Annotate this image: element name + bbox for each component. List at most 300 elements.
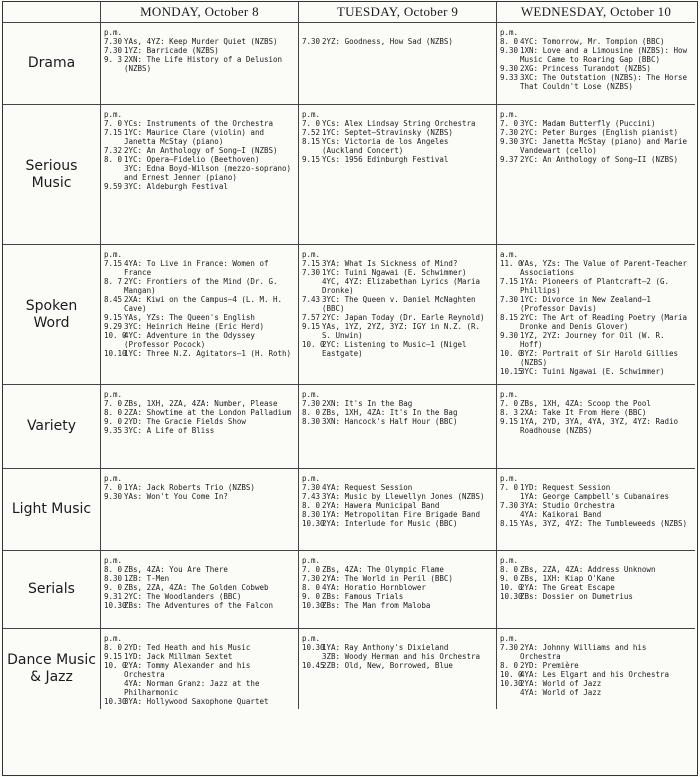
period-marker: p.m.	[302, 556, 321, 565]
programme-text: 1YA: George Campbell's Cubanaires	[520, 492, 670, 501]
programme-time: 8. 0	[104, 643, 123, 652]
programme-text: 4YC: Adventure in the Odyssey (Professor Pocock)	[124, 331, 255, 349]
programme-entry	[302, 501, 492, 510]
programme-text: 1YD: Jack Millman Sextet	[124, 652, 233, 661]
programme-time: 8. 0	[104, 155, 123, 164]
programme-time: 7.30	[104, 37, 123, 46]
programme-time: 7.43	[302, 492, 321, 501]
programme-time: 8. 0	[500, 661, 519, 670]
programme-text: 3YC: A Life of Bliss	[124, 426, 215, 435]
programme-time: 10.30	[104, 601, 127, 610]
programme-entry	[500, 313, 691, 331]
programme-text: 2YD: The Gracie Fields Show	[124, 417, 246, 426]
programme-entry	[302, 492, 492, 501]
programme-entry	[500, 331, 691, 349]
programme-cell	[497, 23, 695, 105]
programme-text: 1YZ: Barricade (NZBS)	[124, 46, 219, 55]
programme-text: 1YA: Metropolitan Fire Brigade Band	[322, 510, 481, 519]
programme-time: 7.15	[302, 259, 321, 268]
period-marker: p.m.	[104, 474, 123, 483]
programme-entry	[104, 259, 294, 277]
programme-text: 3XN: Hancock's Half Hour (BBC)	[322, 417, 458, 426]
programme-text: 1YC: Divorce in New Zealand—1 (Professor Davis)	[520, 295, 651, 313]
programme-text: YAs, 4YZ: Keep Murder Quiet (NZBS)	[124, 37, 278, 46]
programme-entry	[104, 322, 294, 331]
period-marker: p.m.	[302, 634, 321, 643]
programme-time: 7. 0	[500, 483, 519, 492]
programme-time: 7.30	[104, 46, 123, 55]
period-marker: p.m.	[104, 390, 123, 399]
programme-entry	[302, 583, 492, 592]
programme-text: 3YA: Studio Orchestra	[520, 501, 615, 510]
period-marker: p.m.	[500, 390, 519, 399]
programme-cell	[497, 105, 695, 245]
programme-text: 4YA: To Live in France: Women of France	[124, 259, 269, 277]
programme-cell	[101, 385, 299, 469]
programme-cell	[101, 551, 299, 629]
programme-entry	[302, 340, 492, 358]
programme-text: 3XC: The Outstation (NZBS): The Horse That Couldn't Lose (NZBS)	[520, 73, 688, 91]
programme-cell	[299, 385, 497, 469]
programme-text: ZBs, 1XH, 4ZA: It's In the Bag	[322, 408, 458, 417]
programme-text: 1YC: Septet—Stravinsky (NZBS)	[322, 128, 453, 137]
programme-time: 8.30	[302, 510, 321, 519]
programme-cell	[497, 629, 695, 709]
programme-text: ZBs, 1XH, 4ZA: Scoop the Pool	[520, 399, 651, 408]
programme-text: 2YA: Interlude for Music (BBC)	[322, 519, 458, 528]
programme-text: ZBs: The Adventures of the Falcon	[124, 601, 274, 610]
programme-text: 1YC: Opera—Fidelio (Beethoven)	[124, 155, 260, 164]
programme-time: 9. 0	[104, 417, 123, 426]
programme-time	[302, 652, 322, 661]
programme-entry	[500, 501, 691, 510]
programme-entry	[302, 652, 492, 661]
programme-time: 7.30	[302, 37, 321, 46]
programme-text: 2YC: An Anthology of Song—I (NZBS)	[124, 146, 278, 155]
programme-cell	[299, 23, 497, 105]
programme-time: 10. 0	[500, 583, 523, 592]
programme-text: 1YA: Jack Roberts Trio (NZBS)	[124, 483, 255, 492]
programme-entry	[302, 601, 492, 610]
programme-entry	[500, 510, 691, 519]
programme-text: 2YA: The Great Escape	[520, 583, 615, 592]
programme-entry	[500, 295, 691, 313]
programme-entry	[104, 697, 294, 706]
programme-entry	[302, 399, 492, 408]
programme-text: 2YC: Peter Burges (English pianist)	[520, 128, 679, 137]
programme-time: 10.30	[302, 601, 325, 610]
programme-entry	[302, 661, 492, 670]
programme-time	[500, 492, 520, 501]
period-marker: p.m.	[500, 634, 519, 643]
programme-time: 7.30	[302, 268, 321, 277]
programme-time: 10. 0	[104, 331, 127, 340]
programme-text: 3YA: Music by Llewellyn Jones (NZBS)	[322, 492, 485, 501]
programme-entry	[104, 426, 294, 435]
programme-text: YAs, 3YZ, 4YZ: The Tumbleweeds (NZBS)	[520, 519, 688, 528]
programme-text: 1YA: Ray Anthony's Dixieland	[322, 643, 449, 652]
programme-text: 3YC: Edna Boyd-Wilson (mezzo-soprano) and Ernest Jenner (piano)	[124, 164, 292, 182]
programme-time: 7.30	[500, 643, 519, 652]
period-marker: p.m.	[104, 556, 123, 565]
programme-cell	[299, 105, 497, 245]
programme-time: 9.15	[302, 322, 321, 331]
programme-entry	[104, 46, 294, 55]
programme-time: 8.15	[500, 519, 519, 528]
programme-entry	[302, 313, 492, 322]
day-header: WEDNESDAY, October 10	[497, 2, 695, 23]
programme-entry	[302, 565, 492, 574]
programme-entry	[500, 259, 691, 277]
programme-entry	[104, 155, 294, 164]
programme-text: YAs, YZs: The Value of Parent-Teacher Associations	[520, 259, 688, 277]
programme-entry	[302, 574, 492, 583]
programme-text: 1YC: Three N.Z. Agitators—1 (H. Roth)	[124, 349, 292, 358]
programme-entry	[302, 37, 492, 46]
programme-time: 10. 0	[104, 661, 127, 670]
programme-text: ZBs: Famous Trials	[322, 592, 404, 601]
day-header: TUESDAY, October 9	[299, 2, 497, 23]
programme-time: 10.30	[302, 643, 325, 652]
programme-entry	[500, 128, 691, 137]
programme-text: YAs: Won't You Come In?	[124, 492, 228, 501]
programme-text: 2XA: Take It From Here (BBC)	[520, 408, 647, 417]
period-marker: p.m.	[104, 28, 123, 37]
programme-text: 2YC: An Anthology of Song—II (NZBS)	[520, 155, 679, 164]
programme-time: 8. 0	[104, 565, 123, 574]
period-marker: p.m.	[104, 110, 123, 119]
category-label: Serials	[3, 551, 101, 629]
programme-entry	[500, 583, 691, 592]
programme-entry	[302, 119, 492, 128]
programme-time: 9.15	[104, 313, 123, 322]
programme-time: 9.33	[500, 73, 519, 82]
programme-time: 10. 0	[302, 340, 325, 349]
programme-entry	[104, 408, 294, 417]
programme-text: 4YA: Kaikorai Band	[520, 510, 602, 519]
programme-cell	[101, 469, 299, 551]
programme-entry	[104, 583, 294, 592]
programme-entry	[500, 155, 691, 164]
period-marker: p.m.	[104, 250, 123, 259]
programme-text: 4YC, 4YZ: Elizabethan Lyrics (Maria Dronke)	[322, 277, 481, 295]
programme-entry	[500, 492, 691, 501]
programme-time: 9.30	[500, 46, 519, 55]
programme-text: 2YC: The Woodlanders (BBC)	[124, 592, 242, 601]
programme-text: 4YA: Norman Granz: Jazz at the Philharmonic	[124, 679, 260, 697]
programme-text: 3ZB: Woody Herman and his Orchestra	[322, 652, 481, 661]
programme-entry	[104, 652, 294, 661]
programme-text: 1YZ, 2YZ: Journey for Oil (W. R. Hoff)	[520, 331, 665, 349]
programme-time: 8.30	[104, 574, 123, 583]
programme-text: 2YC: Japan Today (Dr. Earle Reynold)	[322, 313, 485, 322]
programme-text: 3YC: The Queen v. Daniel McNaghten (BBC)	[322, 295, 476, 313]
programme-text: YCs: Instruments of the Orchestra	[124, 119, 274, 128]
programme-text: 2YD: Première	[520, 661, 579, 670]
programme-entry	[302, 155, 492, 164]
programme-time: 7.15	[104, 128, 123, 137]
programme-time: 7.52	[302, 128, 321, 137]
programme-entry	[500, 367, 691, 376]
programme-text: ZBs: Dossier on Dumetrius	[520, 592, 633, 601]
programme-text: 1ZB: T-Men	[124, 574, 170, 583]
programme-time	[302, 277, 322, 295]
programme-text: 4YA: Les Elgart and his Orchestra	[520, 670, 670, 679]
programme-entry	[500, 688, 691, 697]
programme-time: 7. 0	[104, 119, 123, 128]
programme-entry	[302, 592, 492, 601]
programme-cell	[497, 245, 695, 385]
programme-entry	[500, 574, 691, 583]
programme-text: 2YA: Johnny Williams and his Orchestra	[520, 643, 647, 661]
programme-time: 7.30	[302, 483, 321, 492]
programme-entry	[302, 417, 492, 426]
programme-text: ZBs, 4ZA: You Are There	[124, 565, 228, 574]
programme-entry	[500, 679, 691, 688]
programme-text: 2YA: Tommy Alexander and his Orchestra	[124, 661, 251, 679]
programme-entry	[104, 417, 294, 426]
programme-entry	[104, 277, 294, 295]
programme-text: 4YA: World of Jazz	[520, 688, 602, 697]
programme-time: 7.30	[500, 501, 519, 510]
programme-time: 9.35	[104, 426, 123, 435]
programme-time: 9.29	[104, 322, 123, 331]
programme-entry	[104, 119, 294, 128]
programme-entry	[500, 661, 691, 670]
programme-entry	[500, 73, 691, 91]
programme-time: 9.59	[104, 182, 123, 191]
programme-text: 2ZB: Old, New, Borrowed, Blue	[322, 661, 453, 670]
programme-text: YCs: 1956 Edinburgh Festival	[322, 155, 449, 164]
programme-text: YCs: Alex Lindsay String Orchestra	[322, 119, 476, 128]
programme-time: 10.30	[104, 697, 127, 706]
programme-cell	[101, 23, 299, 105]
programme-entry	[104, 643, 294, 652]
programme-text: 4YA: Request Session	[322, 483, 413, 492]
programme-entry	[104, 574, 294, 583]
programme-entry	[500, 565, 691, 574]
programme-entry	[104, 295, 294, 313]
programme-entry	[500, 670, 691, 679]
programme-time: 9.30	[104, 492, 123, 501]
programme-text: 3YC: Janetta McStay (piano) and Marie Vandewart (cello)	[520, 137, 688, 155]
programme-entry	[302, 259, 492, 268]
programme-text: ZBs, 1XH: Kiap O'Kane	[520, 574, 615, 583]
programme-text: ZBs: The Man from Maloba	[322, 601, 431, 610]
programme-text: 2YA: Hawera Municipal Band	[322, 501, 440, 510]
programme-time: 10. 0	[500, 670, 523, 679]
programme-entry	[104, 565, 294, 574]
programme-entry	[104, 483, 294, 492]
programme-entry	[500, 399, 691, 408]
programme-entry	[302, 322, 492, 340]
category-label: Variety	[3, 385, 101, 469]
programme-entry	[302, 483, 492, 492]
programme-entry	[500, 64, 691, 73]
programme-text: 2YC: The Art of Reading Poetry (Maria Dronke and Denis Glover)	[520, 313, 688, 331]
programme-time: 7. 0	[104, 399, 123, 408]
programme-text: 1XN: Love and a Limousine (NZBS): How Music Came to Roaring Gap (BBC)	[520, 46, 688, 64]
programme-entry	[104, 399, 294, 408]
programme-entry	[104, 492, 294, 501]
period-marker: p.m.	[302, 390, 321, 399]
programme-text: 2YZ: Goodness, How Sad (NZBS)	[322, 37, 453, 46]
programme-time: 9.37	[500, 155, 519, 164]
period-marker: p.m.	[500, 28, 519, 37]
programme-cell	[101, 245, 299, 385]
programme-entry	[302, 510, 492, 519]
programme-time	[104, 679, 124, 697]
programme-entry	[302, 519, 492, 528]
programme-text: 4YC: Tomorrow, Mr. Tompion (BBC)	[520, 37, 665, 46]
programme-entry	[104, 182, 294, 191]
programme-time: 9.31	[104, 592, 123, 601]
programme-entry	[500, 408, 691, 417]
programme-text: YAs, 1YZ, 2YZ, 3YZ: IGY in N.Z. (R. S. Unwin)	[322, 322, 481, 340]
programme-time: 7.30	[500, 295, 519, 304]
programme-text: ZBs, 1XH, 2ZA, 4ZA: Number, Please	[124, 399, 278, 408]
category-label: Spoken Word	[3, 245, 101, 385]
programme-time: 8.30	[302, 417, 321, 426]
programme-time: 7.43	[302, 295, 321, 304]
programme-text: ZBs, 2ZA, 4ZA: Address Unknown	[520, 565, 656, 574]
programme-text: 2YA: The World in Peril (BBC)	[322, 574, 453, 583]
programme-entry	[302, 128, 492, 137]
programme-time	[104, 164, 124, 182]
programme-time: 10.30	[500, 592, 523, 601]
day-header: MONDAY, October 8	[101, 2, 299, 23]
programme-text: 2YA: World of Jazz	[520, 679, 602, 688]
programme-text: 2YC: Listening to Music—1 (Nigel Eastgate)	[322, 340, 467, 358]
programme-time: 10.30	[302, 519, 325, 528]
programme-text: 2XN: The Life History of a Delusion (NZBS)	[124, 55, 283, 73]
programme-time: 8. 0	[104, 408, 123, 417]
programme-time: 7.57	[302, 313, 321, 322]
programme-entry	[302, 408, 492, 417]
programme-time: 8. 0	[302, 408, 321, 417]
programme-time: 9.15	[302, 155, 321, 164]
programme-entry	[500, 46, 691, 64]
programme-text: 1YC: Maurice Clare (violin) and Janetta McStay (piano)	[124, 128, 264, 146]
programme-text: 1YD: Request Session	[520, 483, 611, 492]
corner-cell	[3, 2, 101, 23]
programme-time: 8. 0	[302, 501, 321, 510]
programme-entry	[104, 331, 294, 349]
programme-entry	[104, 55, 294, 73]
programme-entry	[500, 519, 691, 528]
programme-time: 8.15	[302, 137, 321, 146]
programme-entry	[302, 295, 492, 313]
programme-entry	[104, 313, 294, 322]
programme-text: 2XG: Princess Turandot (NZBS)	[520, 64, 651, 73]
programme-text: 3YA: What Is Sickness of Mind?	[322, 259, 458, 268]
programme-text: 3YC: Tuini Ngawai (E. Schwimmer)	[520, 367, 665, 376]
programme-entry	[500, 277, 691, 295]
programme-cell	[497, 469, 695, 551]
programme-time: 8. 3	[500, 408, 519, 417]
programme-entry	[500, 592, 691, 601]
programme-time: 7. 0	[302, 565, 321, 574]
programme-text: ZBs, 4ZA: The Olympic Flame	[322, 565, 444, 574]
programme-cell	[299, 551, 497, 629]
programme-entry	[104, 164, 294, 182]
programme-cell	[497, 385, 695, 469]
category-label: Light Music	[3, 469, 101, 551]
period-marker: p.m.	[500, 110, 519, 119]
programme-time: 9.15	[104, 652, 123, 661]
period-marker: p.m.	[302, 474, 321, 483]
programme-entry	[500, 417, 691, 435]
programme-entry	[104, 679, 294, 697]
period-marker: p.m.	[302, 250, 321, 259]
programme-time: 9. 0	[104, 583, 123, 592]
programme-entry	[302, 643, 492, 652]
programme-text: 1YA, 2YD, 3YA, 4YA, 3YZ, 4YZ: Radio Roadhouse (NZBS)	[520, 417, 679, 435]
period-marker: a.m.	[500, 250, 519, 259]
programme-entry	[500, 119, 691, 128]
period-marker: p.m.	[104, 634, 123, 643]
programme-grid	[2, 1, 698, 776]
programme-entry	[500, 483, 691, 492]
programme-entry	[104, 661, 294, 679]
programme-text: 4YA: Horatio Hornblower	[322, 583, 426, 592]
programme-entry	[500, 643, 691, 661]
category-label: Dance Music & Jazz	[3, 629, 101, 709]
programme-entry	[500, 37, 691, 46]
programme-time: 7. 0	[500, 399, 519, 408]
programme-entry	[104, 128, 294, 146]
programme-text: YAs, YZs: The Queen's English	[124, 313, 255, 322]
programme-time: 10.45	[302, 661, 325, 670]
programme-time: 9.30	[500, 64, 519, 73]
period-marker: p.m.	[302, 110, 321, 119]
programme-time: 7.15	[500, 277, 519, 286]
programme-time: 9.30	[500, 137, 519, 146]
programme-text: 2YD: Ted Heath and his Music	[124, 643, 251, 652]
programme-cell	[497, 551, 695, 629]
programme-time: 7.30	[500, 128, 519, 137]
programme-cell	[101, 629, 299, 709]
programme-entry	[302, 268, 492, 277]
programme-cell	[299, 629, 497, 709]
programme-time: 7.30	[302, 399, 321, 408]
programme-text: YCs: Victoria de los Angeles (Auckland Concert)	[322, 137, 449, 155]
programme-text: 2ZA: Showtime at the London Palladium	[124, 408, 292, 417]
programme-text: 3YA: Hollywood Saxophone Quartet	[124, 697, 269, 706]
programme-time	[500, 688, 520, 697]
period-marker	[302, 28, 492, 37]
programme-time: 10. 0	[500, 349, 523, 358]
programme-cell	[101, 105, 299, 245]
programme-text: 1YA: Pioneers of Plantcraft—2 (G. Phillips)	[520, 277, 670, 295]
programme-time: 9.15	[500, 417, 519, 426]
programme-time: 7. 0	[302, 119, 321, 128]
programme-time: 7.30	[302, 574, 321, 583]
programme-time: 8. 0	[302, 583, 321, 592]
programme-time: 9.30	[500, 331, 519, 340]
programme-text: 3YC: Madam Butterfly (Puccini)	[520, 119, 656, 128]
programme-time: 8. 7	[104, 277, 123, 286]
programme-text: 1YC: Tuini Ngawai (E. Schwimmer)	[322, 268, 467, 277]
programme-time: 8. 0	[500, 565, 519, 574]
programme-time	[500, 510, 520, 519]
programme-text: 2YC: Frontiers of the Mind (Dr. G. Mangan)	[124, 277, 278, 295]
programme-entry	[104, 601, 294, 610]
programme-time: 10.10	[104, 349, 127, 358]
programme-time: 8. 0	[500, 37, 519, 46]
category-label: Serious Music	[3, 105, 101, 245]
programme-text: 3YC: Aldeburgh Festival	[124, 182, 228, 191]
